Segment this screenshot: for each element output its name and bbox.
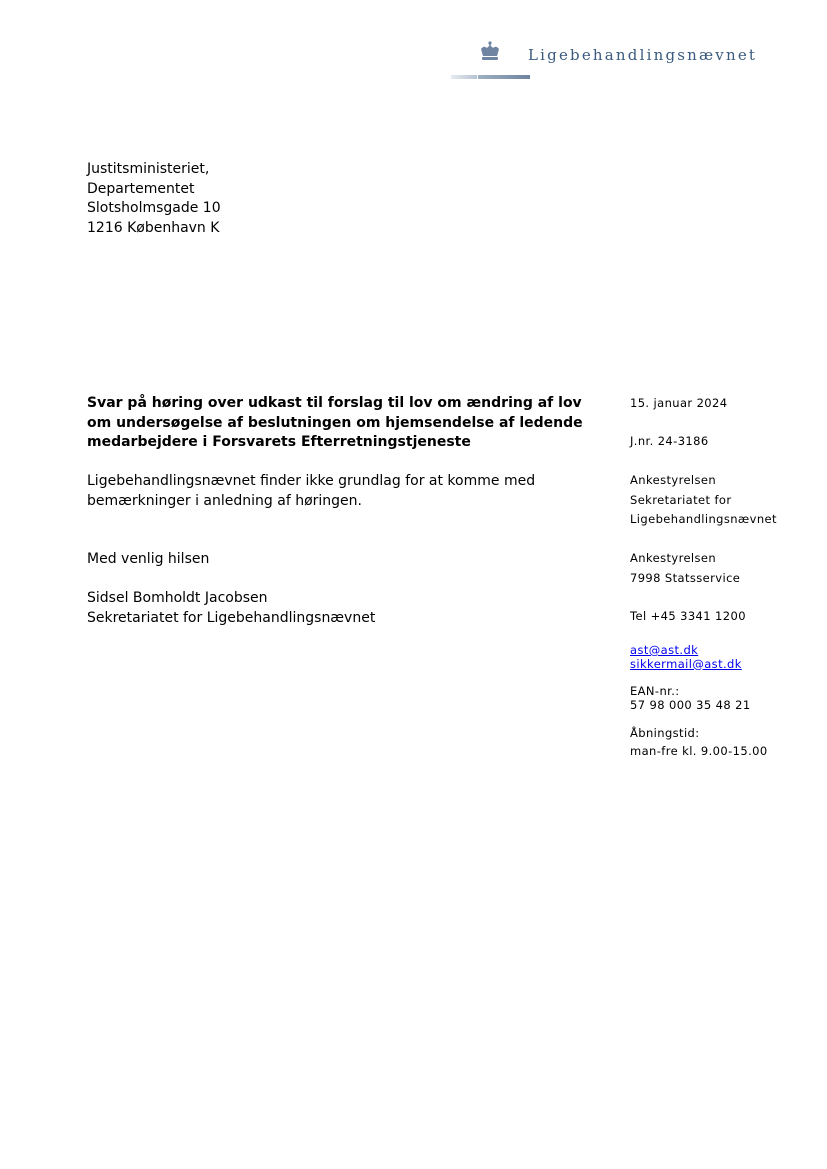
signer-name: Sidsel Bomholdt Jacobsen xyxy=(87,590,268,606)
recipient-line: Slotsholmsgade 10 xyxy=(87,200,221,217)
ean-value: 57 98 000 35 48 21 xyxy=(630,697,751,712)
logo-bar-right xyxy=(478,75,530,79)
sender-phone: Tel +45 3341 1200 xyxy=(630,609,746,623)
secure-email-link[interactable]: sikkermail@ast.dk xyxy=(630,656,742,671)
sender-org-line: Ligebehandlingsnævnet xyxy=(630,512,777,526)
sender-org-line: Ankestyrelsen xyxy=(630,473,717,487)
signer-title: Sekretariatet for Ligebehandlingsnævnet xyxy=(87,609,376,626)
hours-value: man-fre kl. 9.00-15.00 xyxy=(630,744,768,758)
journal-number: J.nr. 24-3186 xyxy=(630,434,709,448)
sender-address-line: Ankestyrelsen xyxy=(630,551,717,565)
letter-closing: Med venlig hilsen xyxy=(87,551,210,567)
hours-label: Åbningstid: xyxy=(630,726,700,740)
logo-text: Ligebehandlingsnævnet xyxy=(528,46,758,64)
letter-date: 15. januar 2024 xyxy=(630,396,728,410)
hours-block xyxy=(630,724,768,760)
signature-block xyxy=(87,589,375,628)
sender-org xyxy=(630,471,777,530)
email-link[interactable]: ast@ast.dk xyxy=(630,643,699,657)
recipient-line: Justitsministeriet, xyxy=(87,161,210,177)
crown-icon xyxy=(478,40,502,64)
recipient-line: Departementet xyxy=(87,180,195,197)
recipient-address xyxy=(87,160,221,238)
logo-bar-left xyxy=(451,75,477,79)
sender-address-line: 7998 Statsservice xyxy=(630,570,741,585)
sender-org-line: Sekretariatet for xyxy=(630,492,732,507)
sender-address xyxy=(630,549,740,588)
email-block xyxy=(630,644,742,671)
letter-body: Ligebehandlingsnævnet finder ikke grundlag for at komme med bemærkninger i anledning af høringen. xyxy=(87,473,536,509)
letter-subject: Svar på høring over udkast til forslag til lov om ændring af lov om undersøgelse af beslutningen om hjemsendelse af ledende medarbejdere i Forsvarets Efterretningstjeneste xyxy=(87,395,583,451)
ean-label: EAN-nr.: xyxy=(630,684,680,698)
ean-block xyxy=(630,685,751,712)
recipient-line: 1216 København K xyxy=(87,219,220,236)
